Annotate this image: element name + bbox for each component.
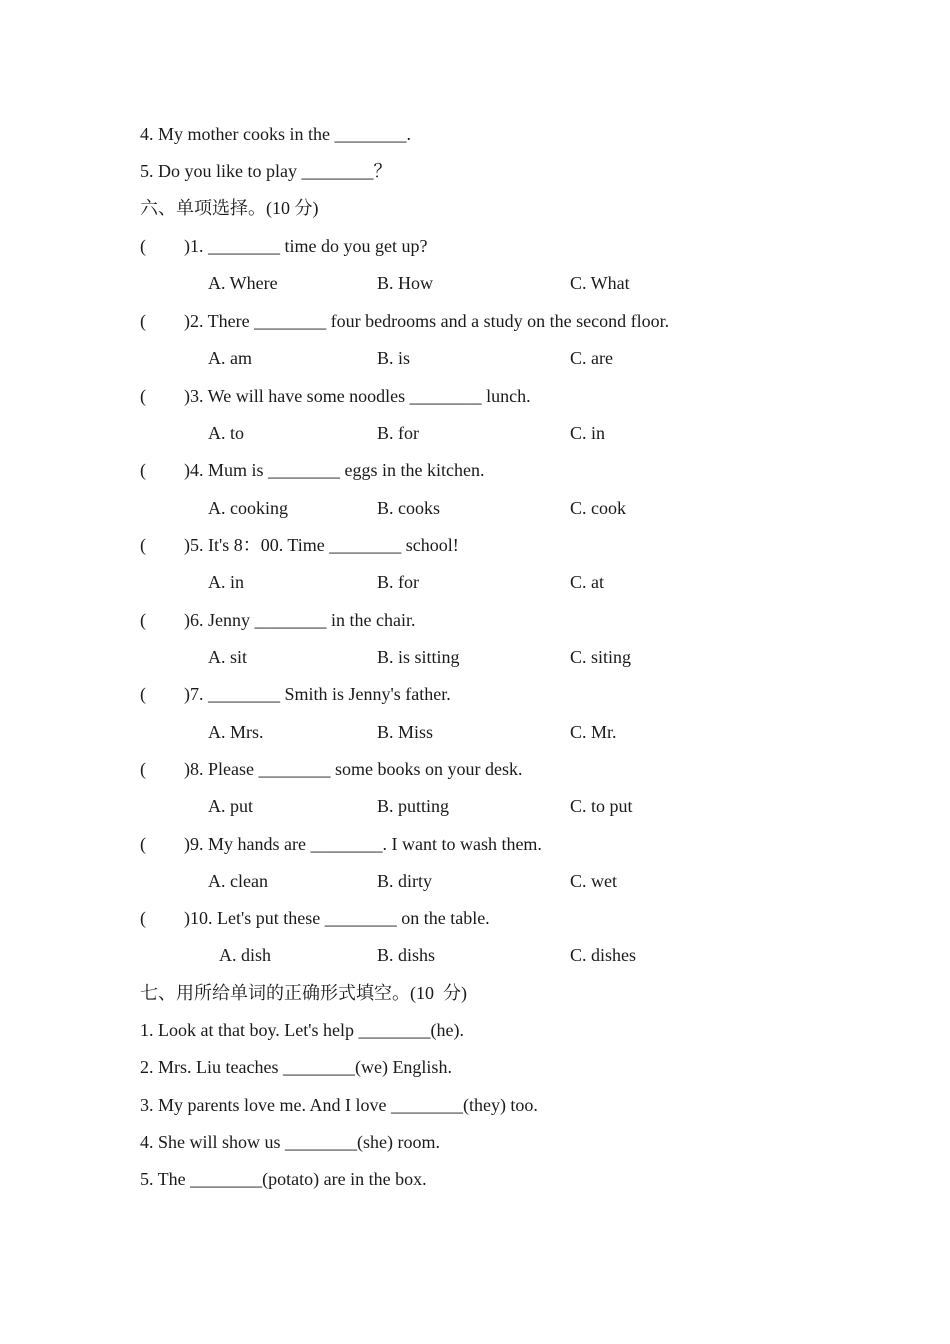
q1-option-a: A. Where: [208, 273, 278, 293]
fill-item-4: 4. My mother cooks in the ________.: [140, 124, 411, 144]
q6-option-b: B. is sitting: [377, 647, 460, 667]
question-3: )3. We will have some noodles ________ lunch.: [184, 386, 531, 406]
q4-option-c: C. cook: [570, 498, 626, 518]
q6-option-c: C. siting: [570, 647, 632, 667]
q3-option-b: B. for: [377, 423, 419, 443]
q9-option-a: A. clean: [208, 871, 268, 891]
q9-option-c: C. wet: [570, 871, 617, 891]
q3-option-a: A. to: [208, 423, 244, 443]
word-form-item-5: 5. The ________(potato) are in the box.: [140, 1169, 427, 1189]
question-7: )7. ________ Smith is Jenny's father.: [184, 684, 451, 704]
answer-paren: (: [140, 834, 146, 854]
word-form-item-2: 2. Mrs. Liu teaches ________(we) English.: [140, 1057, 452, 1077]
q3-option-c: C. in: [570, 423, 606, 443]
q10-option-b: B. dishs: [377, 945, 436, 965]
question-9: )9. My hands are ________. I want to wash them.: [184, 834, 542, 854]
answer-paren: (: [140, 759, 146, 779]
word-form-item-1: 1. Look at that boy. Let's help ________(he).: [140, 1020, 465, 1040]
q6-option-a: A. sit: [208, 647, 248, 667]
q2-option-b: B. is: [377, 348, 411, 368]
q1-option-b: B. How: [377, 273, 434, 293]
section-6-heading: 六、单项选择。(10 分): [140, 198, 319, 218]
word-form-item-3: 3. My parents love me. And I love ________(they) too.: [140, 1095, 538, 1115]
q5-option-a: A. in: [208, 572, 244, 592]
q7-option-c: C. Mr.: [570, 722, 617, 742]
section-7-heading: 七、用所给单词的正确形式填空。(10 分): [140, 983, 467, 1003]
answer-paren: (: [140, 236, 146, 256]
q8-option-a: A. put: [208, 796, 253, 816]
question-6: )6. Jenny ________ in the chair.: [184, 610, 416, 630]
question-1: )1. ________ time do you get up?: [184, 236, 428, 256]
q9-option-b: B. dirty: [377, 871, 433, 891]
answer-paren: (: [140, 460, 146, 480]
word-form-item-4: 4. She will show us ________(she) room.: [140, 1132, 440, 1152]
q7-option-a: A. Mrs.: [208, 722, 264, 742]
q1-option-c: C. What: [570, 273, 630, 293]
answer-paren: (: [140, 535, 146, 555]
question-2: )2. There ________ four bedrooms and a study on the second floor.: [184, 311, 670, 331]
q2-option-a: A. am: [208, 348, 252, 368]
question-8: )8. Please ________ some books on your desk.: [184, 759, 523, 779]
q10-option-a: A. dish: [219, 945, 272, 965]
answer-paren: (: [140, 386, 146, 406]
answer-paren: (: [140, 684, 146, 704]
q2-option-c: C. are: [570, 348, 613, 368]
q4-option-b: B. cooks: [377, 498, 440, 518]
question-4: )4. Mum is ________ eggs in the kitchen.: [184, 460, 485, 480]
q4-option-a: A. cooking: [208, 498, 288, 518]
answer-paren: (: [140, 311, 146, 331]
fill-item-5: 5. Do you like to play ________？: [140, 161, 392, 181]
q7-option-b: B. Miss: [377, 722, 434, 742]
answer-paren: (: [140, 610, 146, 630]
q5-option-b: B. for: [377, 572, 419, 592]
q5-option-c: C. at: [570, 572, 604, 592]
answer-paren: (: [140, 908, 146, 928]
q8-option-c: C. to put: [570, 796, 633, 816]
q10-option-c: C. dishes: [570, 945, 637, 965]
question-10: )10. Let's put these ________ on the table.: [184, 908, 490, 928]
q8-option-b: B. putting: [377, 796, 450, 816]
question-5: )5. It's 8：00. Time ________ school!: [184, 535, 459, 555]
